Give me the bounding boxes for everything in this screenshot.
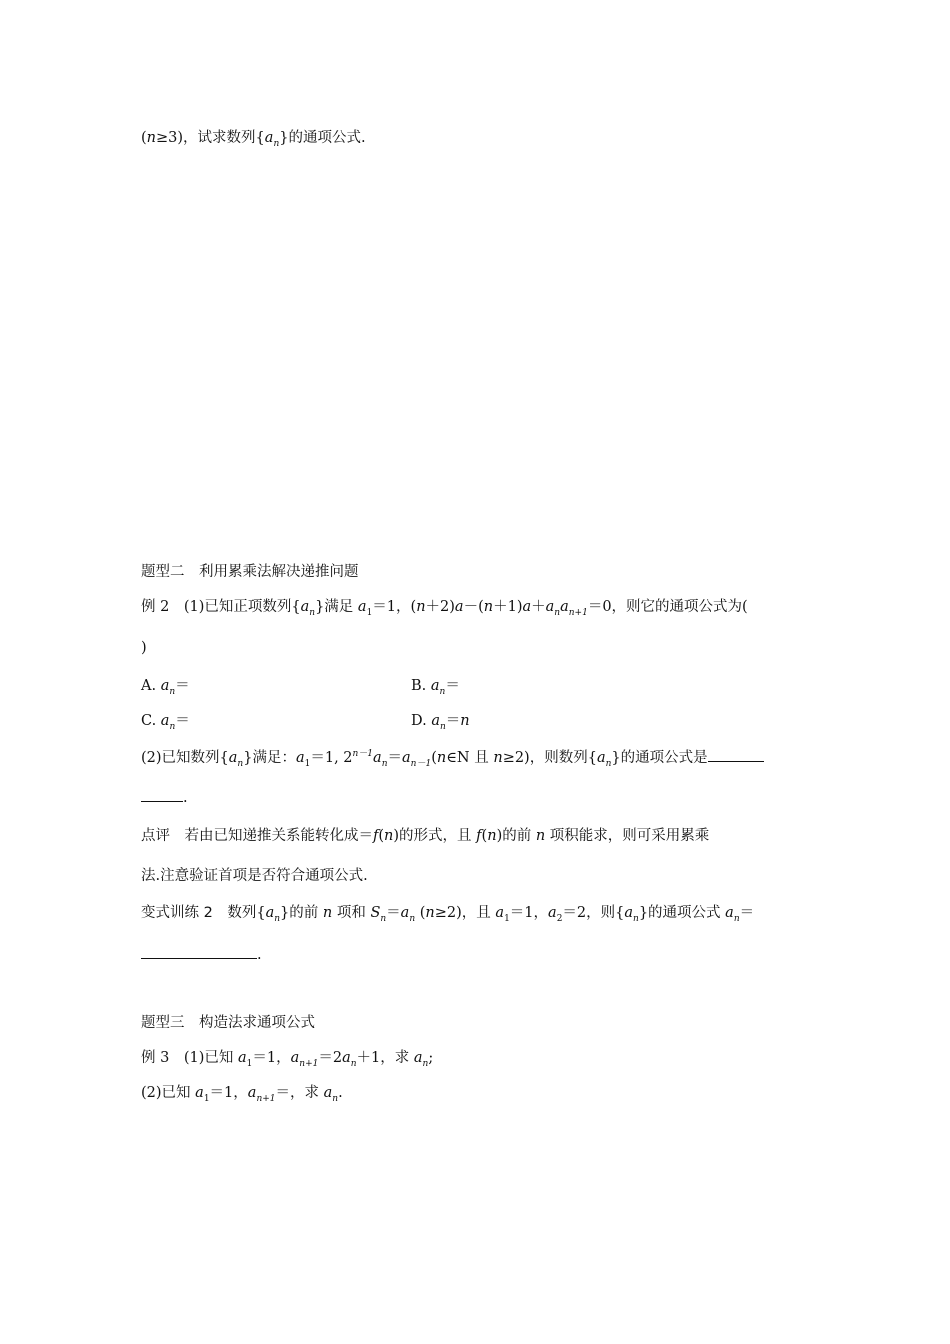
example-2-part-2-cont: . bbox=[141, 788, 188, 808]
variant-2-cont: . bbox=[141, 945, 262, 965]
option-c[interactable]: C. $a_n=$ bbox=[141, 713, 190, 732]
comment-line-2: 法.注意验证首项是否符合通项公式. bbox=[141, 868, 368, 884]
answer-blank[interactable] bbox=[708, 748, 764, 762]
option-d[interactable]: D. $a_n=n$ bbox=[411, 713, 470, 732]
variant-answer-blank[interactable] bbox=[141, 945, 257, 959]
section-2-title: 题型二 利用累乘法解决递推问题 bbox=[141, 564, 359, 580]
example-3-part-1: 例 3 (1)已知 $a_1=1$，$a_{n+1}=2a_n+1$，求 $a_n$; bbox=[141, 1050, 434, 1069]
comment-line-1: 点评 若由已知递推关系能转化成＝f(n)的形式，且 f(n)的前 n 项积能求，则可采用累乘 bbox=[141, 828, 710, 844]
example-3-part-2: (2)已知 $a_1=1$，$a_{n+1}=$，求 $a_n$. bbox=[141, 1085, 343, 1104]
option-b[interactable]: B. $a_n=$ bbox=[411, 678, 460, 697]
example-2-close-paren: ) bbox=[141, 640, 147, 656]
example-2-part-2: (2)已知数列$\{a_n\}$满足：$a_1=1$, $2^{n-1}a_n=a_{n-1}(n\in N$ 且 n≥2)，则数列$\{a_n\}$的通项公式是 bbox=[141, 748, 764, 768]
intro-line: (n≥3)，试求数列$\{a_n\}$的通项公式. bbox=[141, 130, 366, 149]
example-2-part-1: 例 2 (1)已知正项数列$\{a_n\}$满足 $a_1=1$，$(n+2)a-(n+1)a+a_na_{n+1}=0$，则它的通项公式为( bbox=[141, 599, 748, 618]
answer-blank-cont[interactable] bbox=[141, 788, 183, 802]
option-a[interactable]: A. $a_n=$ bbox=[141, 678, 190, 697]
section-3-title: 题型三 构造法求通项公式 bbox=[141, 1015, 315, 1031]
variant-2: 变式训练 2 数列$\{a_n\}$的前 n 项和 $S_n=a_n$ (n≥2)，且 $a_1=1$，$a_2=2$，则$\{a_n\}$的通项公式 $a_n=$ bbox=[141, 905, 755, 924]
